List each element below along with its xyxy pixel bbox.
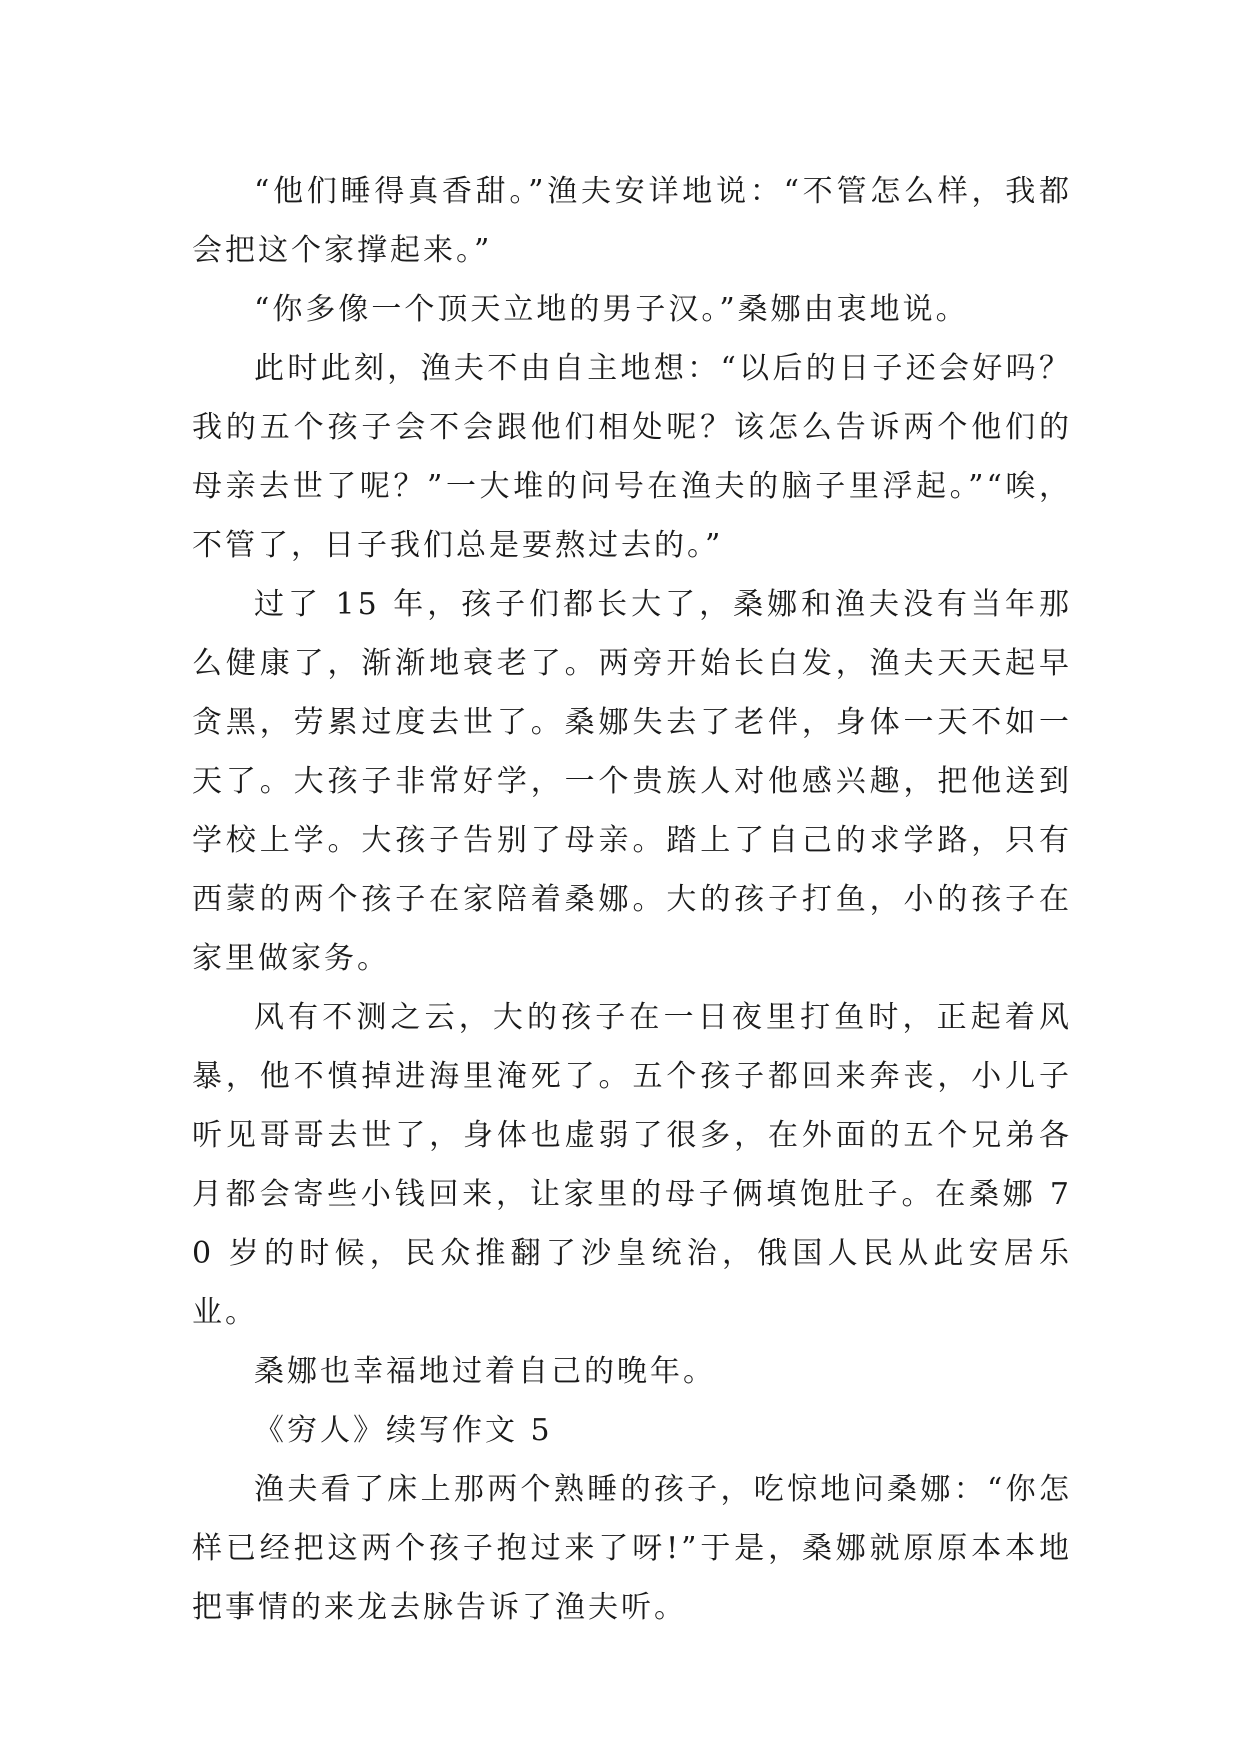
paragraph: 过了 15 年，孩子们都长大了，桑娜和渔夫没有当年那么健康了，渐渐地衰老了。两旁开始长白发，渔夫天天起早贪黑，劳累过度去世了。桑娜失去了老伴，身体一天不如一天了。大孩子非常好学，一个贵族人对他感兴趣，把他送到学校上学。大孩子告别了母亲。踏上了自己的求学路，只有西蒙的两个孩子在家陪着桑娜。大的孩子打鱼，小的孩子在家里做家务。 (192, 587, 1072, 976)
paragraph: “他们睡得真香甜。”渔夫安详地说：“不管怎么样，我都会把这个家撑起来。” (192, 174, 1072, 268)
paragraph: 桑娜也幸福地过着自己的晚年。 (254, 1354, 716, 1389)
paragraph: 风有不测之云，大的孩子在一日夜里打鱼时，正起着风暴，他不慎掉进海里淹死了。五个孩子都回来奔丧，小儿子听见哥哥去世了，身体也虚弱了很多，在外面的五个兄弟各月都会寄些小钱回来，让家里的母子俩填饱肚子。在桑娜 70 岁的时候，民众推翻了沙皇统治，俄国人民从此安居乐业。 (192, 1000, 1072, 1330)
section-heading: 《穷人》续写作文 5 (254, 1413, 553, 1448)
paragraph: 渔夫看了床上那两个熟睡的孩子，吃惊地问桑娜：“你怎样已经把这两个孩子抱过来了呀!”于是，桑娜就原原本本地把事情的来龙去脉告诉了渔夫听。 (192, 1472, 1072, 1625)
document-body (192, 162, 1072, 1637)
paragraph: “你多像一个顶天立地的男子汉。”桑娜由衷地说。 (254, 292, 969, 327)
paragraph: 此时此刻，渔夫不由自主地想：“以后的日子还会好吗？我的五个孩子会不会跟他们相处呢？该怎么告诉两个他们的母亲去世了呢？”一大堆的问号在渔夫的脑子里浮起。”“唉，不管了，日子我们总是要熬过去的。” (192, 351, 1072, 563)
